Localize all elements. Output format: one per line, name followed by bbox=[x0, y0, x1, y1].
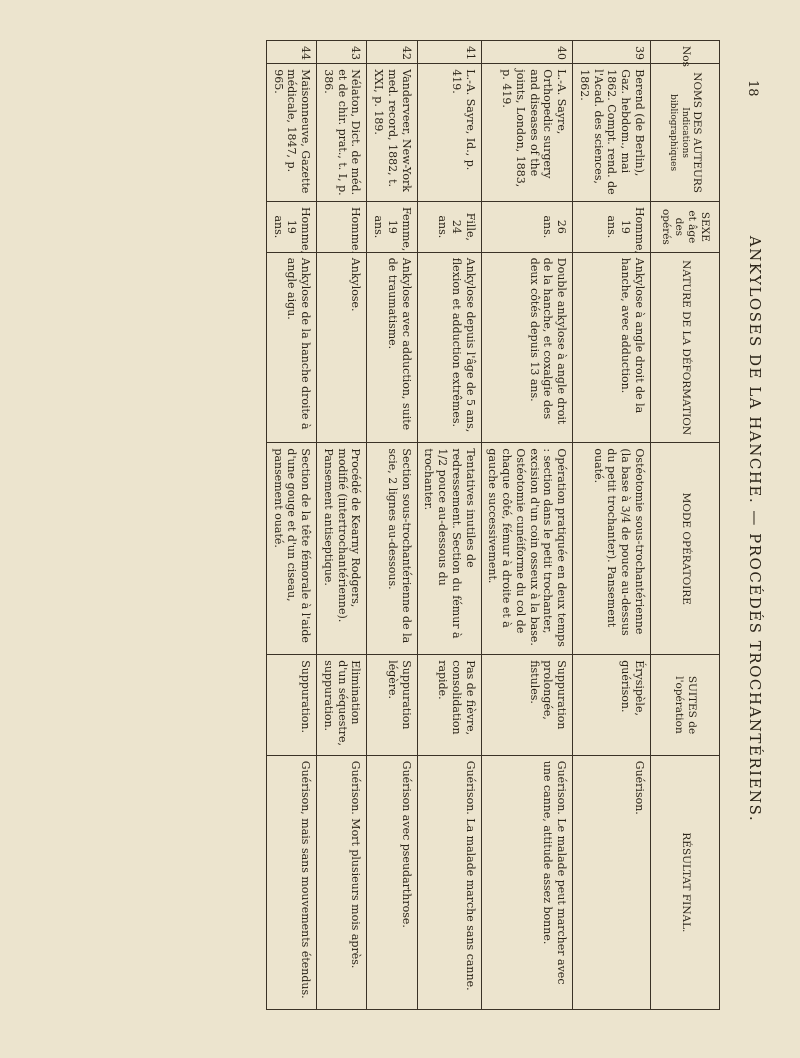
header-authors bbox=[651, 64, 720, 202]
row-sex: Homme. bbox=[317, 201, 367, 252]
header-nature: NATURE DE LA DÉFORMATION bbox=[651, 252, 720, 443]
row-mode: Tentatives inutiles de redressement. Section du fémur à 1/2 pouce au-dessous du trochanter. bbox=[417, 443, 481, 655]
row-mode: Procédé de Kearny Rodgers, modifié (intertrochantérienne). Pansement antiseptique. bbox=[317, 443, 367, 655]
row-suites: Pas de fièvre, consolidation rapide. bbox=[417, 655, 481, 756]
row-suites: Érysipèle, guérison. bbox=[573, 655, 651, 756]
table-row bbox=[267, 41, 317, 1010]
row-author: L.-A. Sayre, Id., p. 419. bbox=[417, 64, 481, 202]
row-number: 44 bbox=[267, 41, 317, 64]
row-nature: Ankylose avec adduction, suite de traumatisme. bbox=[367, 252, 417, 443]
row-author: Berend (de Berlin), Gaz. hebdom., mai 1862. Compt. rend. de l'Acad. des sciences, 1862. bbox=[573, 64, 651, 202]
row-sex: Femme, 19 ans. bbox=[367, 201, 417, 252]
header-suites: SUITES de l'opération bbox=[651, 655, 720, 756]
header-authors-sub: Indications bibliographiques bbox=[668, 94, 690, 172]
table-row bbox=[367, 41, 417, 1010]
row-author: Maisonneuve, Gazette médicale, 1847, p. 965. bbox=[267, 64, 317, 202]
row-sex: Homme, 19 ans. bbox=[267, 201, 317, 252]
row-nature: Ankylose depuis l'âge de 5 ans, flexion et adduction extrêmes. bbox=[417, 252, 481, 443]
row-nature: Ankylose de la hanche droite à angle aigu. bbox=[267, 252, 317, 443]
row-mode: Section de la tête fémorale à l'aide d'une gouge et d'un ciseau, pansement ouaté. bbox=[267, 443, 317, 655]
row-result: Guérison. bbox=[573, 755, 651, 1009]
row-result: Guérison. La malade marche sans canne. bbox=[417, 755, 481, 1009]
row-number: 43 bbox=[317, 41, 367, 64]
row-nature: Ankylose. bbox=[317, 252, 367, 443]
row-sex: 26 ans. bbox=[481, 201, 573, 252]
table-row bbox=[317, 41, 367, 1010]
page-number: 18 bbox=[745, 80, 760, 97]
table-row bbox=[481, 41, 573, 1010]
row-number: 42 bbox=[367, 41, 417, 64]
header-no: Nos bbox=[651, 41, 720, 64]
row-result: Guérison. Mort plusieurs mois après. bbox=[317, 755, 367, 1009]
row-number: 39 bbox=[573, 41, 651, 64]
header-authors-title: NOMS DES AUTEURS bbox=[690, 72, 703, 193]
row-suites: Elimination d'un séquestre, suppuration. bbox=[317, 655, 367, 756]
header-mode: MODE OPÉRATOIRE bbox=[651, 443, 720, 655]
row-sex: Homme, 19 ans. bbox=[573, 201, 651, 252]
table-header-row bbox=[651, 41, 720, 1010]
table-row bbox=[573, 41, 651, 1010]
row-result: Guérison avec pseudarthrose. bbox=[367, 755, 417, 1009]
surgery-table bbox=[266, 40, 720, 1010]
row-suites: Suppuration légère. bbox=[367, 655, 417, 756]
row-mode: Section sous-trochantérienne de la scie, 2 lignes au-dessous. bbox=[367, 443, 417, 655]
page-title: ANKYLOSES DE LA HANCHE. — PROCÉDÉS TROCHANTÉRIENS. bbox=[746, 235, 764, 823]
table-row bbox=[417, 41, 481, 1010]
row-author: Nélaton, Dict. de méd. et de chir. prat., t. I, p. 386. bbox=[317, 64, 367, 202]
row-suites: Suppuration prolongée, fistules. bbox=[481, 655, 573, 756]
header-result: RÉSULTAT FINAL. bbox=[651, 755, 720, 1009]
row-author: L.-A. Sayre, Orthopedic surgery and diseases of the joints, London, 1883, p. 419. bbox=[481, 64, 573, 202]
row-mode: Opération pratiquée en deux temps : section dans le petit trochanter, excision d'un coin osseux à la base. Ostéotomie cunéiforme du col de chaque côté, fémur à droite et à gauche successivement. bbox=[481, 443, 573, 655]
row-nature: Ankylose à angle droit de la hanche, avec adduction. bbox=[573, 252, 651, 443]
row-author: Vanderveer, New-York med. record, 1882, t. XXI, p. 189. bbox=[367, 64, 417, 202]
row-number: 40 bbox=[481, 41, 573, 64]
row-number: 41 bbox=[417, 41, 481, 64]
row-sex: Fille, 24 ans. bbox=[417, 201, 481, 252]
row-result: Guérison. Le malade peut marcher avec une canne, attitude assez bonne. bbox=[481, 755, 573, 1009]
row-suites: Suppuration. bbox=[267, 655, 317, 756]
header-sex: SEXE et âge des opérés bbox=[651, 201, 720, 252]
row-result: Guérison, mais sans mouvements étendus. bbox=[267, 755, 317, 1009]
row-mode: Ostéotomie sous-trochantérienne (la base à 3/4 de pouce au-dessus du petit trochanter). Pansement ouaté. bbox=[573, 443, 651, 655]
row-nature: Double ankylose à angle droit de la hanche, et coxalgie des deux côtés depuis 13 ans. bbox=[481, 252, 573, 443]
